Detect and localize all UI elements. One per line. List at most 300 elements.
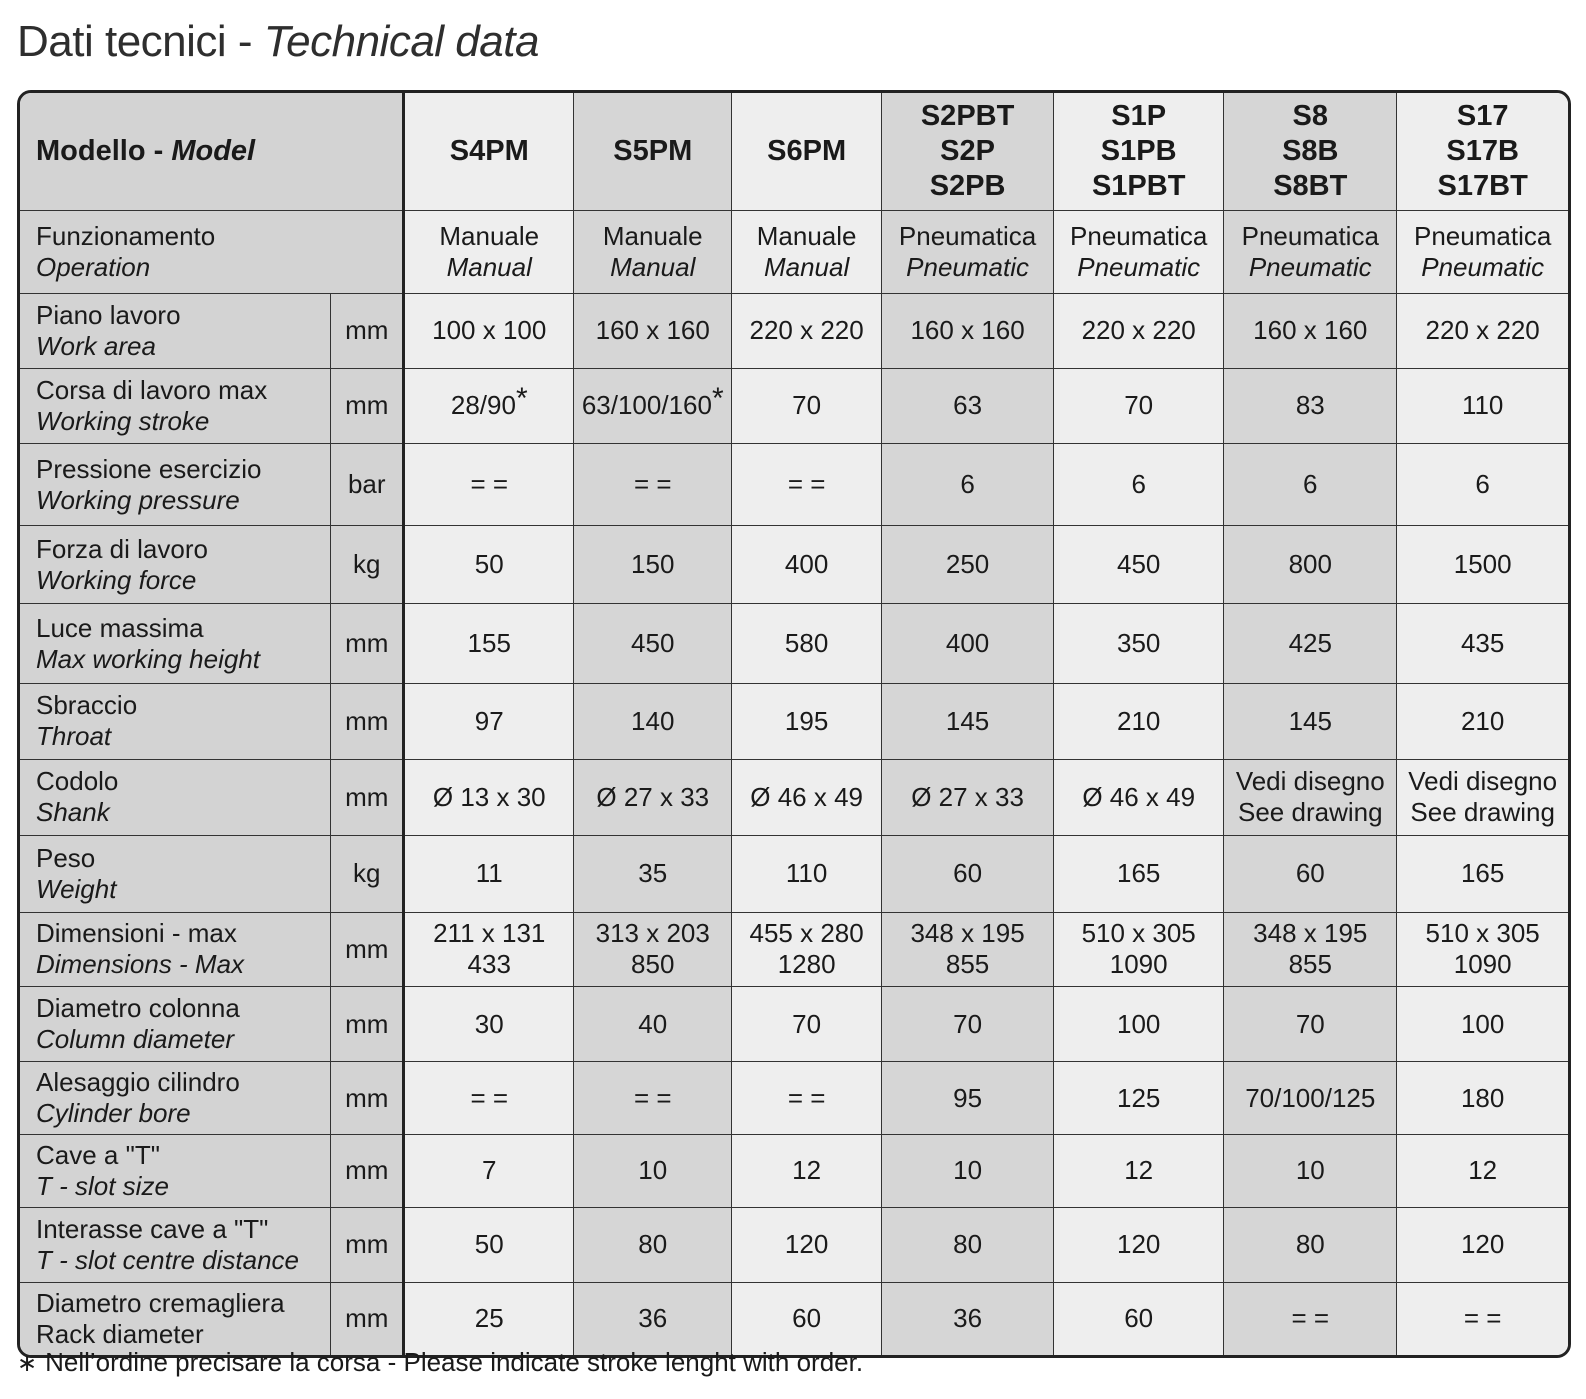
value-text: 211 x 131 (433, 918, 546, 949)
model-name: S17B (1446, 134, 1519, 167)
value-text: 800 (1288, 549, 1332, 580)
row-label (20, 526, 331, 604)
value-text: 125 (1116, 1082, 1161, 1113)
value-text: 120 (784, 1229, 829, 1260)
label-english: Working force (36, 564, 197, 595)
value-text: Ø 46 x 49 (1082, 781, 1196, 812)
value-cell (574, 604, 732, 684)
value-cell (1054, 293, 1224, 368)
value-text: 150 (631, 549, 675, 580)
value-cell (1054, 835, 1224, 912)
value-cell (1397, 1207, 1568, 1282)
value-text: 1500 (1453, 549, 1512, 580)
value-cell (1224, 444, 1397, 526)
unit-cell: mm (331, 1282, 404, 1355)
value-english: Pneumatic (1421, 251, 1545, 282)
value-text: 140 (631, 705, 675, 736)
value-text: 450 (631, 628, 675, 659)
value-cell (574, 1134, 732, 1207)
value-cell (404, 912, 574, 987)
stroke-note-asterisk: * (711, 382, 724, 416)
model-name: S6PM (767, 134, 847, 167)
model-label-italic: Model (171, 134, 256, 167)
label-english: Throat (36, 721, 112, 752)
value-text: 160 x 160 (595, 315, 710, 346)
value-cell (1397, 835, 1568, 912)
value-cell (882, 1062, 1054, 1135)
value-cell (574, 1207, 732, 1282)
value-text: 11 (475, 858, 503, 889)
value-text: 50 (474, 1229, 504, 1260)
value-cell (732, 684, 882, 760)
value-text: 63 (953, 390, 983, 421)
label-english: Cylinder bore (36, 1098, 191, 1129)
label-english: Rack diameter (36, 1318, 204, 1349)
value-text: 97 (474, 705, 504, 736)
value-cell (404, 526, 574, 604)
operation-row (20, 210, 1568, 293)
row-label (20, 1062, 331, 1135)
footnote-asterisk: ∗ (17, 1350, 38, 1377)
value-text: 10 (1295, 1155, 1325, 1186)
value-english: Manual (610, 251, 696, 282)
label-english: Working pressure (36, 484, 240, 515)
row-label (20, 684, 331, 760)
value-text: 60 (792, 1303, 822, 1334)
label-english: Shank (36, 797, 110, 828)
value-cell (574, 912, 732, 987)
value-cell (404, 684, 574, 760)
unit-cell: mm (331, 1134, 404, 1207)
unit-cell: kg (331, 835, 404, 912)
value-cell (1054, 684, 1224, 760)
value-text: 6 (1303, 469, 1318, 500)
value-cell (1224, 1282, 1397, 1355)
value-cell (1224, 1134, 1397, 1207)
value-text: 63/100/160 (581, 390, 712, 421)
value-text: 510 x 305 (1425, 918, 1540, 949)
value-cell (882, 526, 1054, 604)
value-text: 80 (1295, 1229, 1325, 1260)
value-text: 450 (1116, 549, 1161, 580)
value-text: 210 (1116, 705, 1161, 736)
value-cell (574, 210, 732, 293)
label-english: Work area (36, 330, 156, 361)
spec-row (20, 987, 1568, 1062)
value-cell (404, 835, 574, 912)
value-text: 30 (474, 1008, 504, 1039)
value-cell (1054, 1062, 1224, 1135)
model-name: S4PM (449, 134, 529, 167)
value-cell (1054, 604, 1224, 684)
model-name: S1PB (1100, 134, 1177, 167)
value-cell (882, 368, 1054, 444)
model-name: S17 (1456, 99, 1509, 132)
row-label (20, 1207, 331, 1282)
value-text: 120 (1460, 1229, 1505, 1260)
model-column-header (404, 93, 574, 210)
value-cell (1224, 293, 1397, 368)
unit-cell: mm (331, 293, 404, 368)
header-row (20, 93, 1568, 210)
value-cell (404, 210, 574, 293)
value-text: 210 (1460, 705, 1505, 736)
value-cell (574, 444, 732, 526)
value-text: 155 (467, 628, 511, 659)
value-text: 220 x 220 (1081, 315, 1196, 346)
value-text: 1090 (1109, 949, 1168, 980)
model-header-label (20, 93, 404, 210)
value-text: 25 (474, 1303, 504, 1334)
value-english: Manual (446, 251, 532, 282)
label-italian: Funzionamento (36, 220, 216, 251)
value-text: 7 (482, 1155, 497, 1186)
model-column-header (574, 93, 732, 210)
value-cell (574, 1282, 732, 1355)
value-cell (732, 526, 882, 604)
value-cell (404, 604, 574, 684)
spec-row (20, 293, 1568, 368)
row-label (20, 1134, 331, 1207)
model-name: S1PBT (1091, 169, 1186, 202)
spec-row (20, 1134, 1568, 1207)
value-text: 12 (1468, 1155, 1498, 1186)
value-text: 28/90 (450, 390, 516, 421)
label-italian: Forza di lavoro (36, 533, 208, 564)
value-cell (732, 759, 882, 835)
value-text: 313 x 203 (595, 918, 710, 949)
value-cell (882, 293, 1054, 368)
value-text: = = (470, 469, 509, 500)
model-label-roman: Modello - (36, 134, 172, 167)
value-text: Vedi disegno (1235, 766, 1385, 797)
model-name: S8 (1292, 99, 1329, 132)
value-cell (574, 293, 732, 368)
value-text: 1090 (1453, 949, 1512, 980)
value-cell (404, 1282, 574, 1355)
value-text: 110 (1461, 390, 1504, 421)
value-cell (732, 835, 882, 912)
unit-cell: mm (331, 368, 404, 444)
value-cell (732, 1282, 882, 1355)
value-text: 6 (1131, 469, 1146, 500)
label-english: Column diameter (36, 1024, 234, 1055)
value-cell (1224, 526, 1397, 604)
label-italian: Piano lavoro (36, 299, 181, 330)
value-cell (1397, 1282, 1568, 1355)
value-cell (1224, 210, 1397, 293)
value-cell (1224, 1207, 1397, 1282)
value-cell (882, 604, 1054, 684)
value-text: 180 (1460, 1082, 1505, 1113)
unit-cell: mm (331, 604, 404, 684)
value-cell (1397, 210, 1568, 293)
value-cell (1397, 604, 1568, 684)
value-text: 70 (953, 1008, 983, 1039)
value-cell (1397, 987, 1568, 1062)
value-text: 580 (784, 628, 829, 659)
value-cell (1054, 444, 1224, 526)
value-text: 83 (1295, 390, 1325, 421)
value-cell (404, 293, 574, 368)
value-text: See drawing (1238, 797, 1383, 828)
label-english: Dimensions - Max (36, 949, 245, 980)
value-text: 70 (792, 1008, 822, 1039)
value-text: 855 (945, 949, 990, 980)
value-text: 70 (1295, 1008, 1325, 1039)
value-text: 400 (784, 549, 829, 580)
value-cell (1397, 526, 1568, 604)
value-cell (732, 1062, 882, 1135)
value-cell (732, 293, 882, 368)
value-text: 348 x 195 (910, 918, 1025, 949)
value-english: Pneumatic (1248, 251, 1372, 282)
value-cell (404, 1207, 574, 1282)
value-text: 220 x 220 (1425, 315, 1540, 346)
value-cell (882, 759, 1054, 835)
row-label (20, 293, 331, 368)
value-text: 70/100/125 (1245, 1082, 1376, 1113)
stroke-note-asterisk: * (515, 382, 528, 416)
value-text: 348 x 195 (1253, 918, 1368, 949)
value-cell (1054, 1207, 1224, 1282)
model-name: S5PM (613, 134, 693, 167)
value-text: 100 (1460, 1008, 1505, 1039)
model-column-header (1397, 93, 1568, 210)
row-label (20, 835, 331, 912)
spec-row (20, 604, 1568, 684)
value-cell (574, 987, 732, 1062)
value-cell (404, 759, 574, 835)
label-italian: Codolo (36, 766, 119, 797)
value-text: 95 (953, 1082, 983, 1113)
value-cell (574, 684, 732, 760)
value-text: Ø 27 x 33 (911, 781, 1024, 812)
value-text: 110 (785, 858, 828, 889)
value-text: 40 (638, 1008, 668, 1039)
value-cell (1397, 444, 1568, 526)
spec-row (20, 1282, 1568, 1355)
value-cell (882, 835, 1054, 912)
footnote (17, 1346, 863, 1380)
value-text: 145 (945, 705, 990, 736)
value-text: = = (787, 1082, 826, 1113)
value-cell (404, 1062, 574, 1135)
label-english: Working stroke (36, 405, 210, 436)
row-label (20, 210, 404, 293)
label-italian: Pressione esercizio (36, 453, 262, 484)
value-cell (882, 1282, 1054, 1355)
value-cell (1054, 1134, 1224, 1207)
value-cell (404, 987, 574, 1062)
value-cell (732, 987, 882, 1062)
value-text: 70 (1124, 390, 1154, 421)
value-cell (1054, 526, 1224, 604)
value-cell (1397, 912, 1568, 987)
value-text: 60 (1124, 1303, 1154, 1334)
value-text: 855 (1288, 949, 1332, 980)
value-text: 350 (1116, 628, 1161, 659)
value-text: 510 x 305 (1081, 918, 1196, 949)
row-label (20, 368, 331, 444)
spec-row (20, 684, 1568, 760)
value-cell (1054, 759, 1224, 835)
title-roman: Dati tecnici - (17, 17, 264, 66)
value-text: 435 (1460, 628, 1505, 659)
value-text: 120 (1116, 1229, 1161, 1260)
value-text: 12 (792, 1155, 822, 1186)
value-cell (1224, 835, 1397, 912)
spec-table (20, 93, 1568, 1355)
value-text: 35 (638, 858, 668, 889)
value-cell (882, 912, 1054, 987)
value-cell (1224, 759, 1397, 835)
value-cell (882, 684, 1054, 760)
value-cell (882, 210, 1054, 293)
model-name: S2PB (929, 169, 1006, 202)
value-cell (1054, 1282, 1224, 1355)
label-english: Operation (36, 251, 151, 282)
label-italian: Corsa di lavoro max (36, 374, 268, 405)
value-cell (882, 1207, 1054, 1282)
model-name: S17BT (1437, 169, 1528, 202)
value-text: Ø 46 x 49 (750, 781, 863, 812)
value-text: Ø 27 x 33 (596, 781, 710, 812)
spec-row (20, 759, 1568, 835)
row-label (20, 912, 331, 987)
label-english: T - slot centre distance (36, 1244, 299, 1275)
value-italian: Pneumatica (1414, 220, 1552, 251)
value-cell (1224, 604, 1397, 684)
label-italian: Diametro colonna (36, 993, 240, 1024)
unit-cell: bar (331, 444, 404, 526)
label-italian: Luce massima (36, 612, 204, 643)
value-text: 220 x 220 (749, 315, 864, 346)
label-italian: Sbraccio (36, 690, 138, 721)
value-cell (732, 1134, 882, 1207)
value-text: 433 (467, 949, 511, 980)
value-text: Vedi disegno (1408, 766, 1558, 797)
value-cell (1397, 293, 1568, 368)
value-text: 250 (945, 549, 990, 580)
unit-cell: mm (331, 684, 404, 760)
value-cell (574, 526, 732, 604)
value-text: 36 (638, 1303, 668, 1334)
value-text: 195 (784, 705, 829, 736)
value-text: 10 (638, 1155, 668, 1186)
value-text: 6 (1475, 469, 1490, 500)
row-label (20, 987, 331, 1062)
label-italian: Alesaggio cilindro (36, 1067, 240, 1098)
value-cell (1224, 912, 1397, 987)
value-cell (732, 912, 882, 987)
value-text: 36 (953, 1303, 983, 1334)
value-cell (404, 368, 574, 444)
value-text: = = (1463, 1303, 1502, 1334)
value-text: 70 (792, 390, 822, 421)
unit-cell: mm (331, 759, 404, 835)
value-cell (574, 835, 732, 912)
value-text: 80 (638, 1229, 668, 1260)
spec-row (20, 444, 1568, 526)
label-italian: Diametro cremagliera (36, 1287, 285, 1318)
value-text: = = (470, 1082, 509, 1113)
value-text: 1280 (777, 949, 836, 980)
row-label (20, 759, 331, 835)
technical-data-table (17, 90, 1571, 1358)
value-text: 145 (1288, 705, 1332, 736)
model-name: S2PBT (920, 99, 1015, 132)
value-cell (1397, 1062, 1568, 1135)
value-cell (1397, 684, 1568, 760)
value-text: 50 (474, 549, 504, 580)
value-text: See drawing (1410, 797, 1555, 828)
value-italian: Pneumatica (1070, 220, 1208, 251)
spec-row (20, 368, 1568, 444)
value-text: 160 x 160 (1253, 315, 1368, 346)
label-italian: Interasse cave a "T" (36, 1213, 269, 1244)
label-italian: Cave a "T" (36, 1139, 160, 1170)
value-cell (1397, 368, 1568, 444)
value-cell (1054, 987, 1224, 1062)
value-text: 100 (1116, 1008, 1161, 1039)
spec-row (20, 1062, 1568, 1135)
value-text: 455 x 280 (749, 918, 864, 949)
spec-row (20, 1207, 1568, 1282)
value-cell (574, 1062, 732, 1135)
value-text: 6 (960, 469, 975, 500)
unit-cell: kg (331, 526, 404, 604)
value-italian: Manuale (439, 220, 540, 251)
row-label (20, 604, 331, 684)
spec-row (20, 526, 1568, 604)
page-title (17, 14, 539, 70)
title-italic: Technical data (263, 17, 539, 66)
value-cell (404, 444, 574, 526)
value-text: = = (633, 469, 672, 500)
value-text: 400 (945, 628, 990, 659)
value-text: 165 (1460, 858, 1505, 889)
value-cell (1054, 368, 1224, 444)
value-english: Manual (763, 251, 850, 282)
value-cell (1224, 684, 1397, 760)
value-cell (732, 368, 882, 444)
model-name: S2P (940, 134, 995, 167)
value-text: 850 (631, 949, 675, 980)
value-cell (1054, 912, 1224, 987)
value-text: = = (787, 469, 826, 500)
value-cell (732, 604, 882, 684)
value-cell (732, 210, 882, 293)
model-column-header (732, 93, 882, 210)
label-italian: Dimensioni - max (36, 918, 237, 949)
model-column-header (882, 93, 1054, 210)
value-cell (574, 368, 732, 444)
value-italian: Manuale (602, 220, 703, 251)
value-cell (882, 1134, 1054, 1207)
value-cell (1054, 210, 1224, 293)
value-text: 60 (1295, 858, 1325, 889)
value-text: Ø 13 x 30 (432, 781, 546, 812)
value-cell (1224, 368, 1397, 444)
value-english: Pneumatic (1077, 251, 1201, 282)
value-cell (574, 759, 732, 835)
value-text: 160 x 160 (910, 315, 1025, 346)
value-cell (732, 444, 882, 526)
value-text: 100 x 100 (432, 315, 547, 346)
value-english: Pneumatic (906, 251, 1029, 282)
value-text: 165 (1116, 858, 1161, 889)
